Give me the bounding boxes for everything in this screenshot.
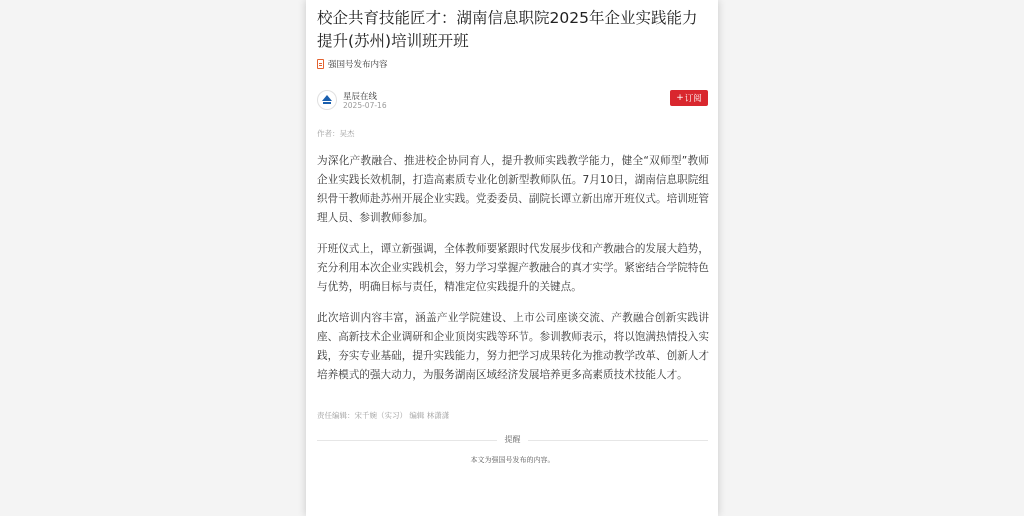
plus-icon: + [676, 93, 684, 103]
subscribe-label: 订阅 [684, 94, 702, 104]
source-tag [317, 58, 388, 70]
account-logo-icon [322, 95, 332, 105]
account-row [317, 88, 708, 112]
account-name[interactable]: 星辰在线 [343, 92, 378, 102]
subscribe-button[interactable] [670, 90, 708, 106]
article-body [317, 152, 709, 397]
reminder-label: 提醒 [504, 435, 521, 444]
avatar[interactable] [317, 90, 337, 110]
source-label: 强国号发布内容 [328, 60, 388, 70]
document-icon [317, 59, 324, 69]
divider-line-right [528, 440, 708, 441]
paragraph: 为深化产教融合、推进校企协同育人，提升教师实践教学能力，健全“双师型”教师企业实践长效机制，打造高素质专业化创新型教师队伍。7月10日，湖南信息职院组织骨干教师赴苏州开展企业实践。党委委员、副院长谭立新出席开班仪式。培训班管理人员、参训教师参加。 [317, 155, 709, 224]
reminder-divider [317, 434, 708, 446]
paragraph: 开班仪式上，谭立新强调，全体教师要紧跟时代发展步伐和产教融合的发展大趋势，充分利用本次企业实践机会，努力学习掌握产教融合的真才实学。紧密结合学院特色与优势，明确目标与责任，精准定位实践提升的关键点。 [317, 243, 709, 293]
article-title: 校企共育技能匠才：湖南信息职院2025年企业实践能力提升(苏州)培训班开班 [317, 9, 698, 50]
reminder-text: 本文为强国号发布的内容。 [470, 456, 555, 464]
author-byline: 作者：吴杰 [317, 129, 355, 138]
article-card [306, 0, 718, 516]
editor-line: 责任编辑：宋千婉（实习） 编辑 林潇潇 [317, 411, 450, 420]
publish-date: 2025-07-16 [343, 101, 387, 110]
paragraph: 此次培训内容丰富，涵盖产业学院建设、上市公司座谈交流、产教融合创新实践讲座、高新技术企业调研和企业顶岗实践等环节。参训教师表示，将以饱满热情投入实践，夯实专业基础，提升实践能力，努力把学习成果转化为推动教学改革、创新人才培养模式的强大动力，为服务湖南区域经济发展培养更多高素质技术技能人才。 [317, 312, 709, 381]
